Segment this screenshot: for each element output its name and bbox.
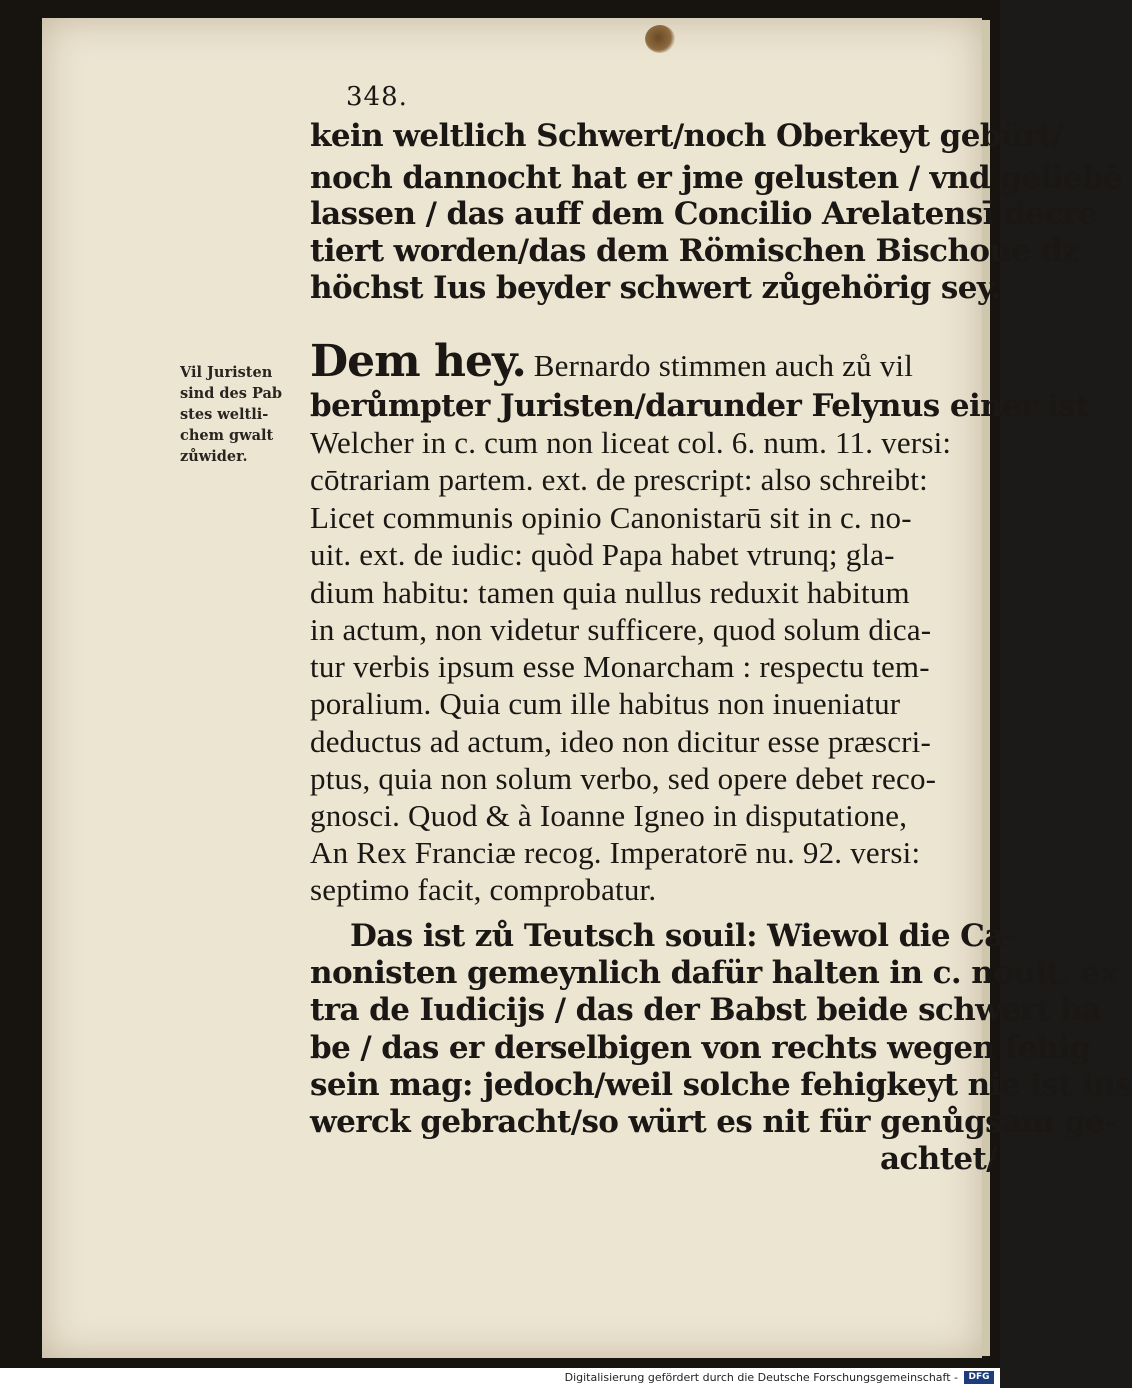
margin-note-line: stes weltli-	[180, 406, 269, 423]
text-line: sein mag: jedoch/weil solche fehigkeyt nie ist ins	[310, 1067, 1132, 1103]
text-line-continuation: Bernardo stimmen auch zů vil	[525, 348, 914, 383]
margin-note-line: Vil Juristen	[180, 364, 273, 381]
margin-note-line: sind des Pab	[180, 385, 283, 402]
text-line: ptus, quia non solum verbo, sed opere debet reco-	[310, 761, 937, 796]
text-line: kein weltlich Schwert/noch Oberkeyt gebürt/	[310, 118, 1064, 154]
text-line: nonisten gemeynlich dafür halten in c. nouit. ex	[310, 955, 1118, 991]
text-line: Licet communis opinio Canonistarū sit in c. no-	[310, 500, 912, 535]
dfg-logo: DFG	[964, 1371, 994, 1384]
page-number: 348.	[346, 82, 408, 112]
text-line: uit. ext. de iudic: quòd Papa habet vtrunq; gla-	[310, 537, 895, 572]
catchword: achtet/	[880, 1141, 997, 1177]
text-line: berůmpter Juristen/darunder Felynus einer ist	[310, 388, 1089, 424]
text-line: Das ist zů Teutsch souil: Wiewol die Ca-	[350, 918, 1016, 954]
text-line: tur verbis ipsum esse Monarcham : respectu tem-	[310, 649, 930, 684]
text-line: Welcher in c. cum non liceat col. 6. num. 11. versi:	[310, 425, 952, 460]
text-line: poralium. Quia cum ille habitus non inueniatur	[310, 686, 901, 721]
margin-note-line: chem gwalt	[180, 427, 274, 444]
text-line: lassen / das auff dem Concilio Arelatensī decre	[310, 196, 1098, 232]
text-line: cōtrariam partem. ext. de prescript: also schreibt:	[310, 462, 928, 497]
paragraph-lead: Dem hey.	[310, 336, 526, 387]
margin-note-line: zůwider.	[180, 448, 248, 465]
text-line: be / das er derselbigen von rechts wegen fehig	[310, 1030, 1091, 1066]
ink-stain	[645, 25, 675, 53]
text-line: noch dannocht hat er jme gelusten / vnd geliebē	[310, 160, 1123, 196]
text-line: in actum, non videtur sufficere, quod solum dica-	[310, 612, 932, 647]
text-line: höchst Ius beyder schwert zůgehörig sey.	[310, 270, 1001, 306]
text-line: An Rex Franciæ recog. Imperatorē nu. 92. versi:	[310, 835, 921, 870]
text-line: tiert worden/das dem Römischen Bischoue dz	[310, 233, 1079, 269]
funding-notice: Digitalisierung gefördert durch die Deutsche Forschungsgemeinschaft -	[564, 1371, 958, 1384]
text-line	[310, 336, 913, 387]
text-line: deductus ad actum, ideo non dicitur esse præscri-	[310, 724, 932, 759]
text-line: dium habitu: tamen quia nullus reduxit habitum	[310, 575, 910, 610]
text-line: werck gebracht/so würt es nit für genůgsam ge-	[310, 1104, 1117, 1140]
margin-note	[180, 362, 300, 467]
text-line: gnosci. Quod & à Ioanne Igneo in disputatione,	[310, 798, 908, 833]
footer-bar	[0, 1368, 1000, 1388]
text-line: septimo facit, comprobatur.	[310, 872, 657, 907]
text-line: tra de Iudicijs / das der Babst beide schwert ha	[310, 992, 1102, 1028]
